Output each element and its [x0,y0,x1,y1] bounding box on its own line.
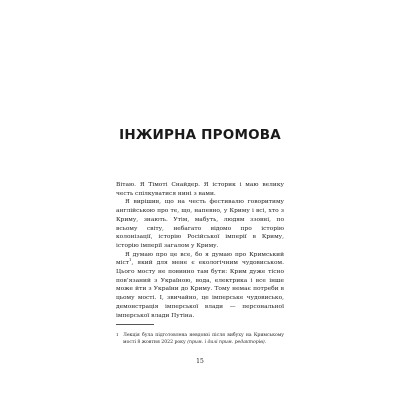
footnote-text: Лекція була підготовлена невдовзі після вибуху на Кримському мості 8 жовтня 2022 року [123,333,284,345]
footnote-reference: 1 [129,257,132,263]
paragraph-3 [116,251,284,321]
footnote-editor-note: (прим. і далі прим. редакторів). [187,340,267,345]
footnote-note [116,331,284,346]
paragraph-1: Вітаю. Я Тімоті Снайдер. Я історик і маю велику честь спілкуватися нині з вами. [116,182,284,197]
footnote-divider [116,324,154,325]
paragraph-3-end: , який для мене є екологічним чудовиськом. Цього мосту не повинно там бути: Крим дуже тісно пов’язаний з Україною, вода, електрика і все інше може йти з України до Криму. Тому немає потреби в цьому мості. І, звичайно, це імперське чудовисько, демонстрація імперської влади — персональної імперської влади Путіна. [116,260,284,319]
chapter-title: ІНЖИРНА ПРОМОВА [119,127,281,143]
body-text [116,181,284,320]
footnote-number: 1 [116,332,119,337]
paragraph-2: Я вирішив, що на честь фестивалю говоритиму англійською про те, що, напевно, у Криму і всі, хто з Криму, знають. Утім, мабуть, людям ззовні, по всьому світу, небагато відомо про історію колонізації, історію Російської імперії в Криму, історію імперії загалом у Криму. [116,199,284,249]
paragraph-3-start: Я думаю про це все, бо я думаю про Кримський міст [116,251,284,267]
page-number: 15 [196,358,204,365]
footnote [116,324,284,346]
